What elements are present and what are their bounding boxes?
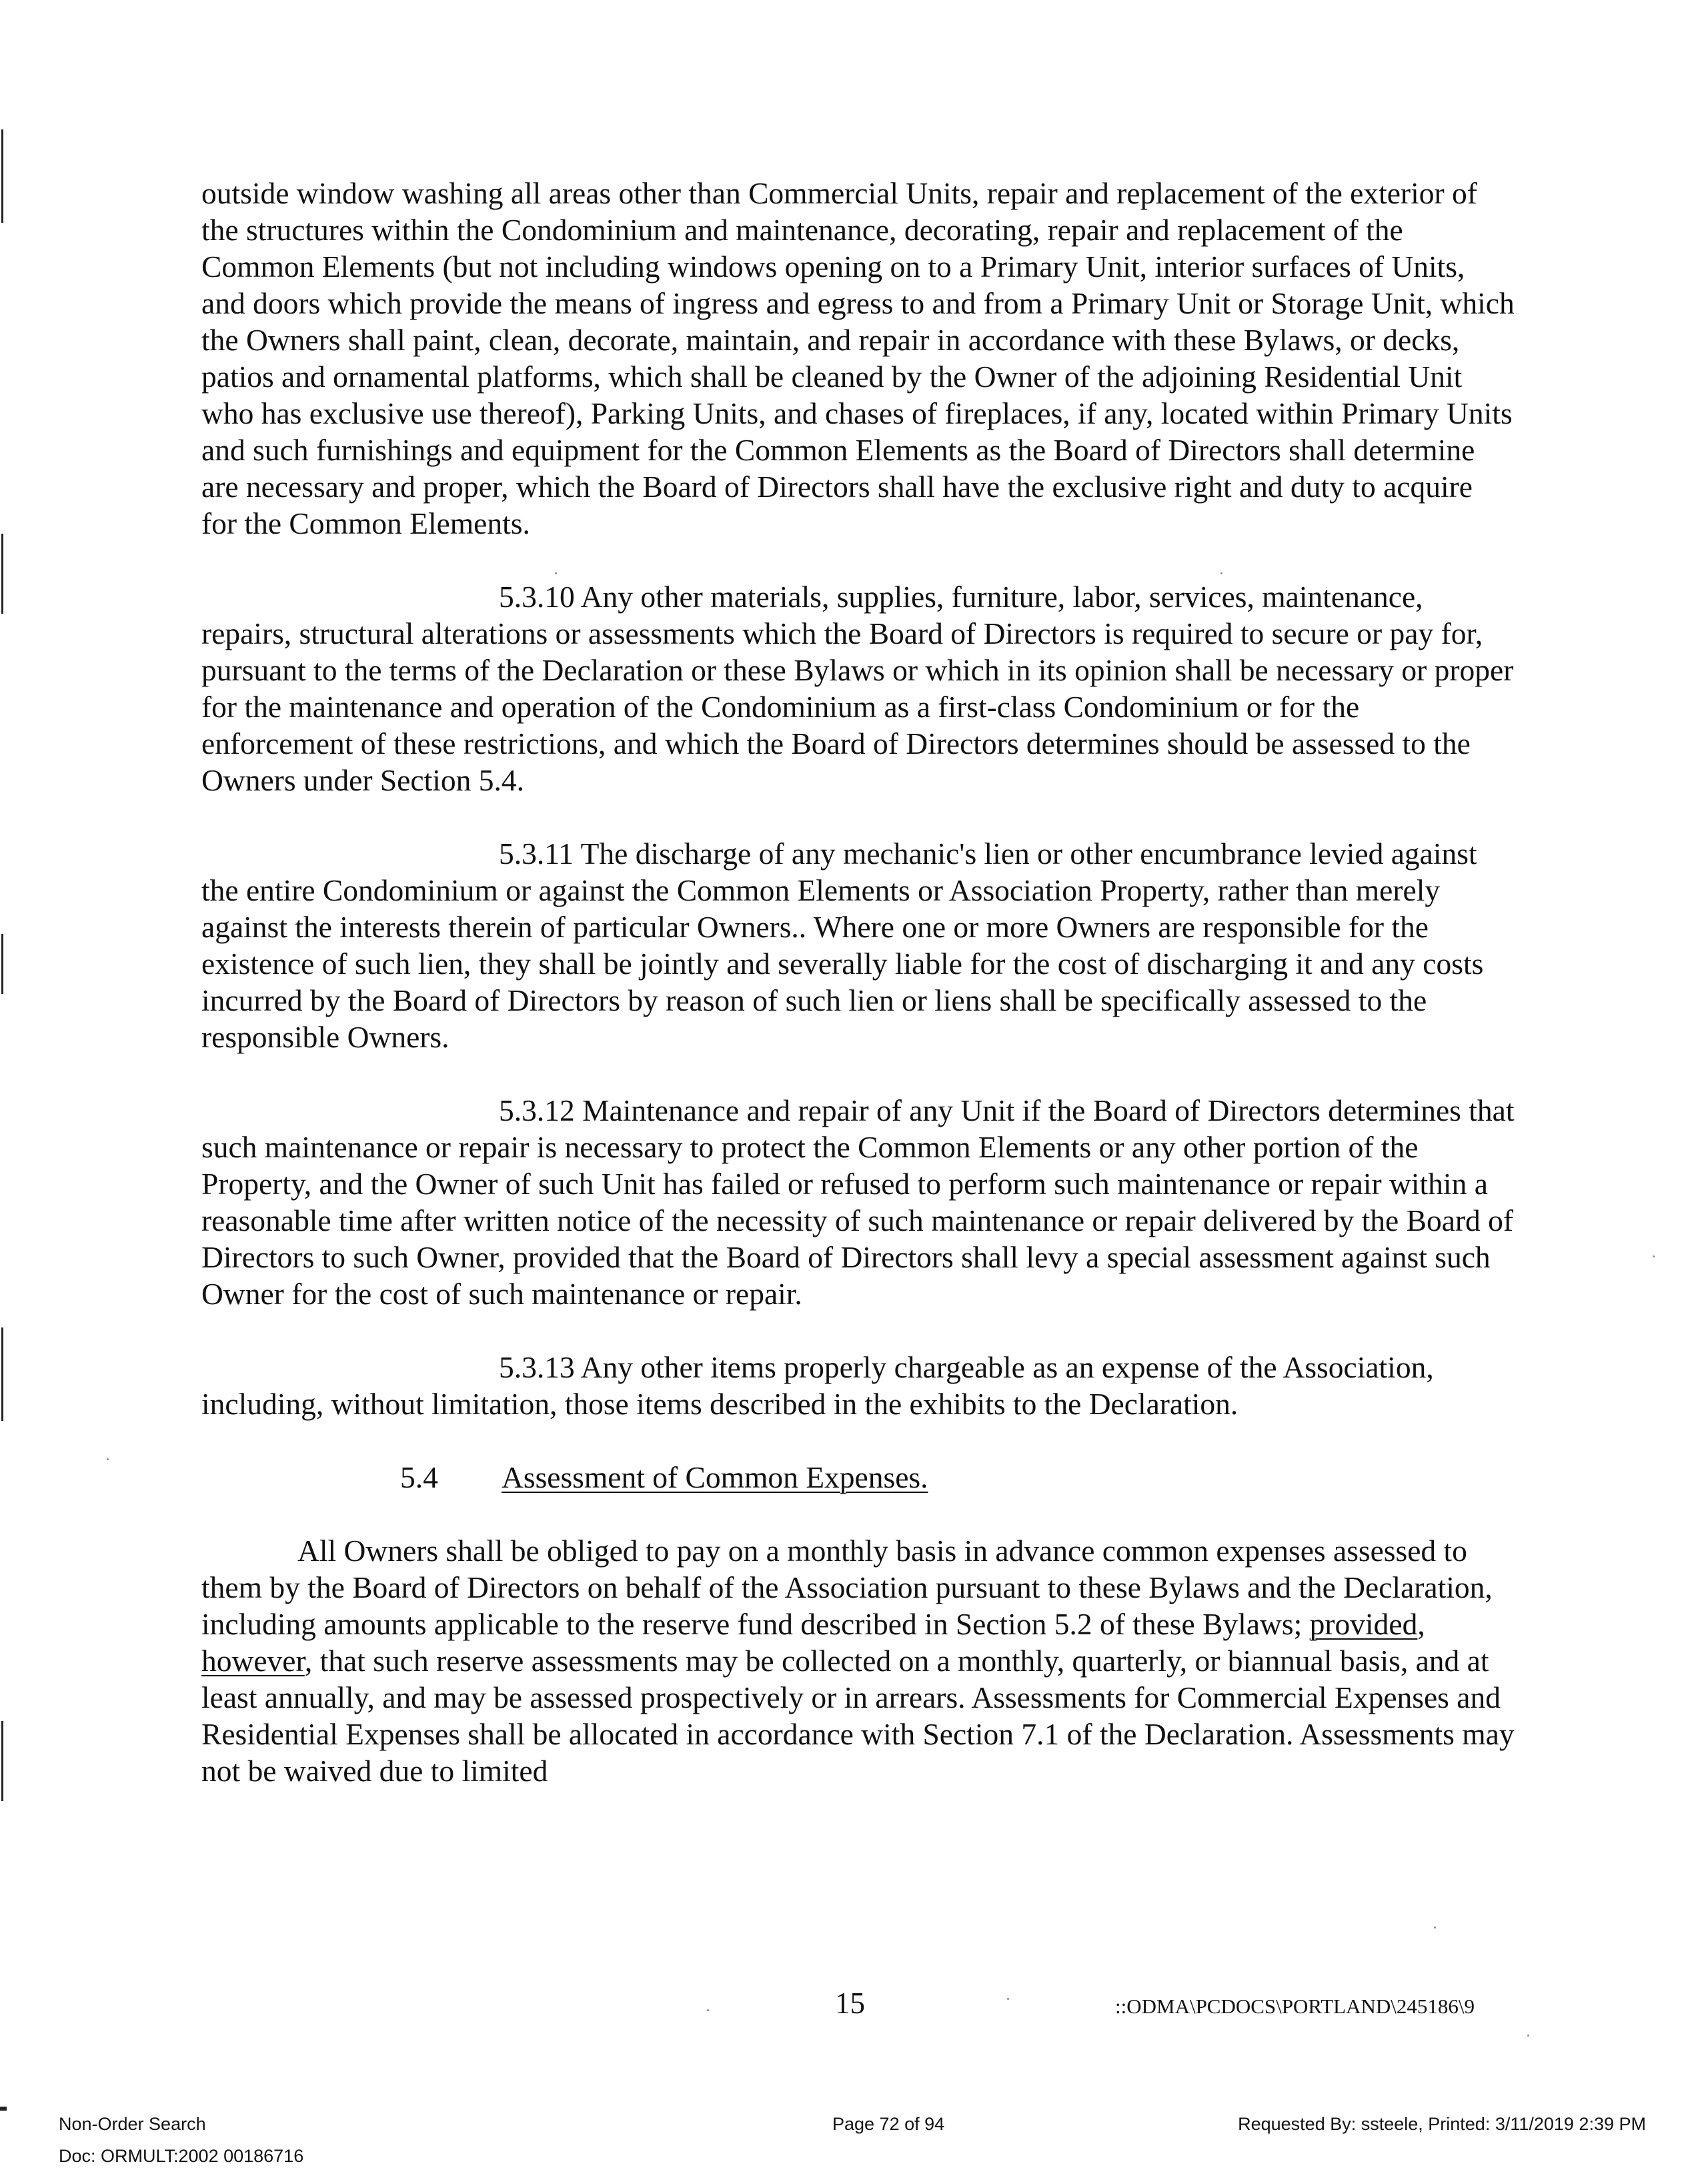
scan-edge-mark <box>1 534 3 614</box>
scan-speck <box>1007 1998 1009 2000</box>
footer-doc-id: Doc: ORMULT:2002 00186716 <box>59 2146 304 2166</box>
section-title: Assessment of Common Expenses. <box>502 1460 928 1494</box>
paragraph-assessment-part1: All Owners shall be obliged to pay on a monthly basis in advance common expenses assessed to them by the Board of Directors on behalf of the Association pursuant to these Bylaws and the Declaration, including amounts applicable to the reserve fund described in Section 5.2 of these Bylaws; <box>201 1534 1493 1641</box>
scan-edge-mark <box>1 129 3 223</box>
paragraph-5-3-13 <box>201 1349 1515 1422</box>
scan-edge-mark <box>1 934 3 994</box>
section-heading-5-4 <box>201 1459 1515 1496</box>
page-number: 15 <box>835 1987 865 2020</box>
scan-speck <box>1527 2035 1529 2037</box>
paragraph-5-3-13-text: 5.3.13 Any other items properly chargeable as an expense of the Association, including, without limitation, those items described in the exhibits to the Declaration. <box>201 1350 1434 1421</box>
separator: , <box>1417 1607 1425 1641</box>
section-number: 5.4 <box>400 1460 438 1494</box>
footer-page-info: Page 72 of 94 <box>832 2114 945 2134</box>
document-path: ::ODMA\PCDOCS\PORTLAND\245186\9 <box>1115 1995 1475 2018</box>
paragraph-common-elements-continued: outside window washing all areas other than Commercial Units, repair and replacement of the exterior of the structures within the Condominium and maintenance, decorating, repair and replacement of the Common Elements (but not including windows opening on to a Primary Unit, interior surfaces of Units, and doors which provide the means of ingress and egress to and from a Primary Unit or Storage Unit, which the Owners shall paint, clean, decorate, maintain, and repair in accordance with these Bylaws, or decks, patios and ornamental platforms, which shall be cleaned by the Owner of the adjoining Residential Unit who has exclusive use thereof), Parking Units, and chases of fireplaces, if any, located within Primary Units and such furnishings and equipment for the Common Elements as the Board of Directors shall determine are necessary and proper, which the Board of Directors shall have the exclusive right and duty to acquire for the Common Elements. <box>201 176 1515 540</box>
paragraph-5-3-10 <box>201 578 1515 798</box>
body-text <box>201 175 1515 1789</box>
paragraph-5-3-12-text: 5.3.12 Maintenance and repair of any Unit if the Board of Directors determines that such maintenance or repair is necessary to protect the Common Elements or any other portion of the Property, and the Owner of such Unit has failed or refused to perform such maintenance or repair within a reasonable time after written notice of the necessity of such maintenance or repair delivered by the Board of Directors to such Owner, provided that the Board of Directors shall levy a special assessment against such Owner for the cost of such maintenance or repair. <box>201 1093 1515 1311</box>
scan-edge-mark <box>1 1327 3 1421</box>
paragraph-5-3-11 <box>201 835 1515 1055</box>
footer-requested-by: Requested By: ssteele, Printed: 3/11/2019 2:39 PM <box>1238 2114 1646 2134</box>
paragraph-5-3-11-text: 5.3.11 The discharge of any mechanic's lien or other encumbrance levied against the entire Condominium or against the Common Elements or Association Property, rather than merely against the interests therein of particular Owners.. Where one or more Owners are responsible for the existence of such lien, they shall be jointly and severally liable for the cost of discharging it and any costs incurred by the Board of Directors by reason of such lien or liens shall be specifically assessed to the responsible Owners. <box>201 837 1484 1054</box>
scan-speck <box>1434 1927 1436 1929</box>
paragraph-5-3-12 <box>201 1092 1515 1312</box>
paragraph-assessment <box>201 1532 1515 1789</box>
paragraph-5-3-10-text: 5.3.10 Any other materials, supplies, furniture, labor, services, maintenance, repairs, structural alterations or assessments which the Board of Directors is required to secure or pay for, pursuant to the terms of the Declaration or these Bylaws or which in its opinion shall be necessary or proper for the maintenance and operation of the Condominium as a first-class Condominium or for the enforcement of these restrictions, and which the Board of Directors determines should be assessed to the Owners under Section 5.4. <box>201 580 1514 797</box>
however-term: however <box>201 1644 305 1678</box>
footer-search-type: Non-Order Search <box>59 2114 206 2134</box>
scan-edge-mark <box>0 2107 7 2111</box>
scan-edge-mark <box>1 1721 3 1801</box>
provided-term: provided <box>1309 1607 1418 1641</box>
paragraph-assessment-part2: , that such reserve assessments may be collected on a monthly, quarterly, or biannual basis, and at least annually, and may be assessed prospectively or in arrears. Assessments for Commercial Expenses and Residential Expenses shall be allocated in accordance with Section 7.1 of the Declaration. Assessments may not be waived due to limited <box>201 1644 1515 1788</box>
scan-speck <box>707 2009 709 2011</box>
scan-speck <box>1653 1255 1655 1257</box>
scan-speck <box>107 1458 109 1460</box>
